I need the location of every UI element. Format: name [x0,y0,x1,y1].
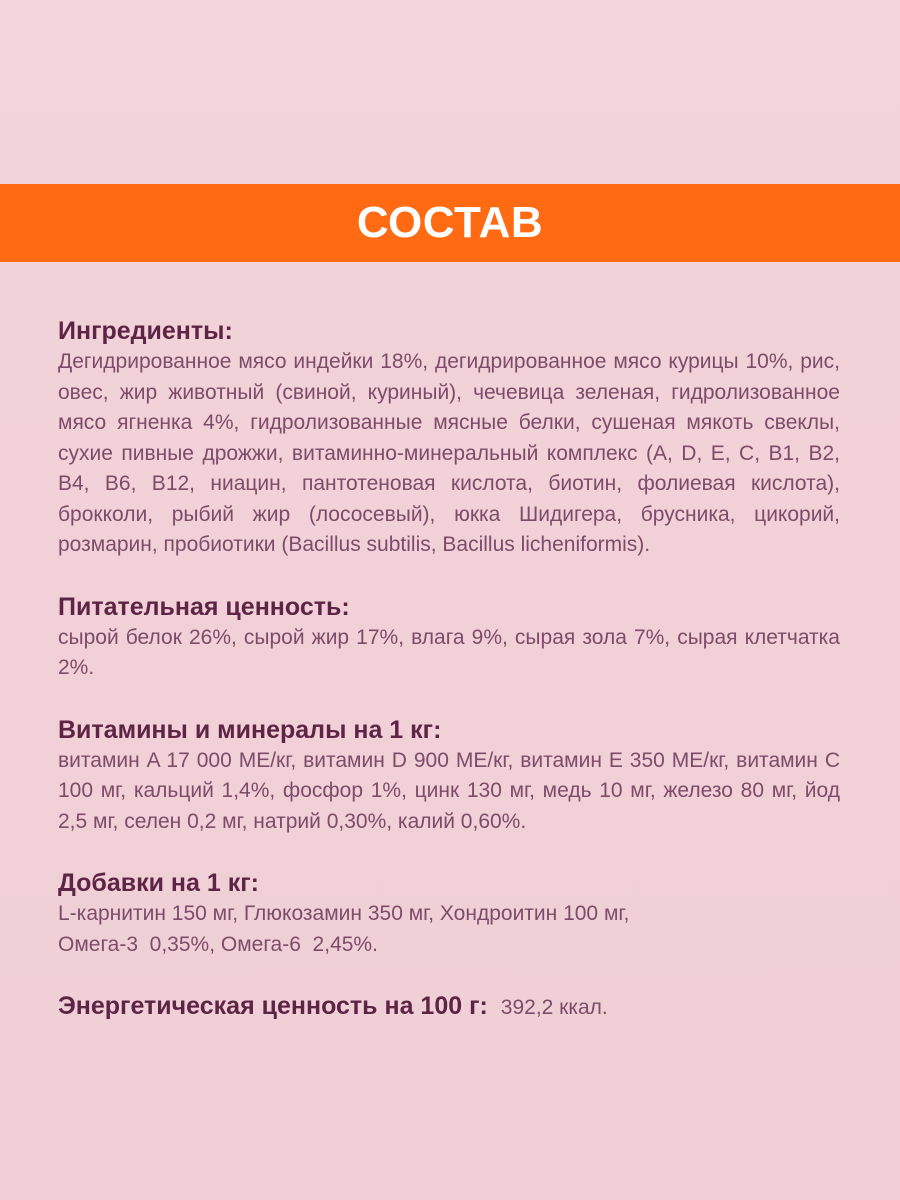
energy-value: 392,2 ккал. [500,996,608,1019]
page-title: СОСТАВ [356,198,544,247]
title-banner [0,184,900,262]
additives-heading: Добавки на 1 кг: [58,869,259,897]
energy-section [58,990,840,1024]
ingredients-text: Дегидрированное мясо индейки 18%, дегидрированное мясо курицы 10%, рис, овес, жир животный (свиной, куриный), чечевица зеленая, гидролизованное мясо ягненка 4%, гидролизованные мясные белки, сушеная мякоть свеклы, сухие пивные дрожжи, витаминно-минеральный комплекс (A, D, E, C, B1, B2, B4, B6, B12, ниацин, пантотеновая кислота, биотин, фолиевая кислота), брокколи, рыбий жир (лососевый), юкка Шидигера, брусника, цикорий, розмарин, пробиотики (Bacillus subtilis, Bacillus licheniformis). [58,350,840,556]
energy-heading: Энергетическая ценность на 100 г: [58,992,488,1020]
ingredients-heading: Ингредиенты: [58,317,233,345]
composition-content [58,315,840,1054]
vitamins-section [58,714,840,838]
additives-line-2: Омега-3 0,35%, Омега-6 2,45%. [58,932,378,956]
additives-line-1: L-карнитин 150 мг, Глюкозамин 350 мг, Хондроитин 100 мг, [58,902,630,925]
nutrition-section [58,591,840,684]
additives-text [58,899,840,960]
additives-section [58,867,840,960]
nutrition-text: сырой белок 26%, сырой жир 17%, влага 9%, сырая зола 7%, сырая клетчатка 2%. [58,625,840,679]
ingredients-section [58,315,840,561]
vitamins-heading: Витамины и минералы на 1 кг: [58,715,442,744]
nutrition-heading: Питательная ценность: [58,592,350,621]
vitamins-text: витамин A 17 000 МЕ/кг, витамин D 900 МЕ/кг, витамин E 350 МЕ/кг, витамин C 100 мг, кальций 1,4%, фосфор 1%, цинк 130 мг, медь 10 мг, железо 80 мг, йод 2,5 мг, селен 0,2 мг, натрий 0,30%, калий 0,60%. [58,748,840,833]
